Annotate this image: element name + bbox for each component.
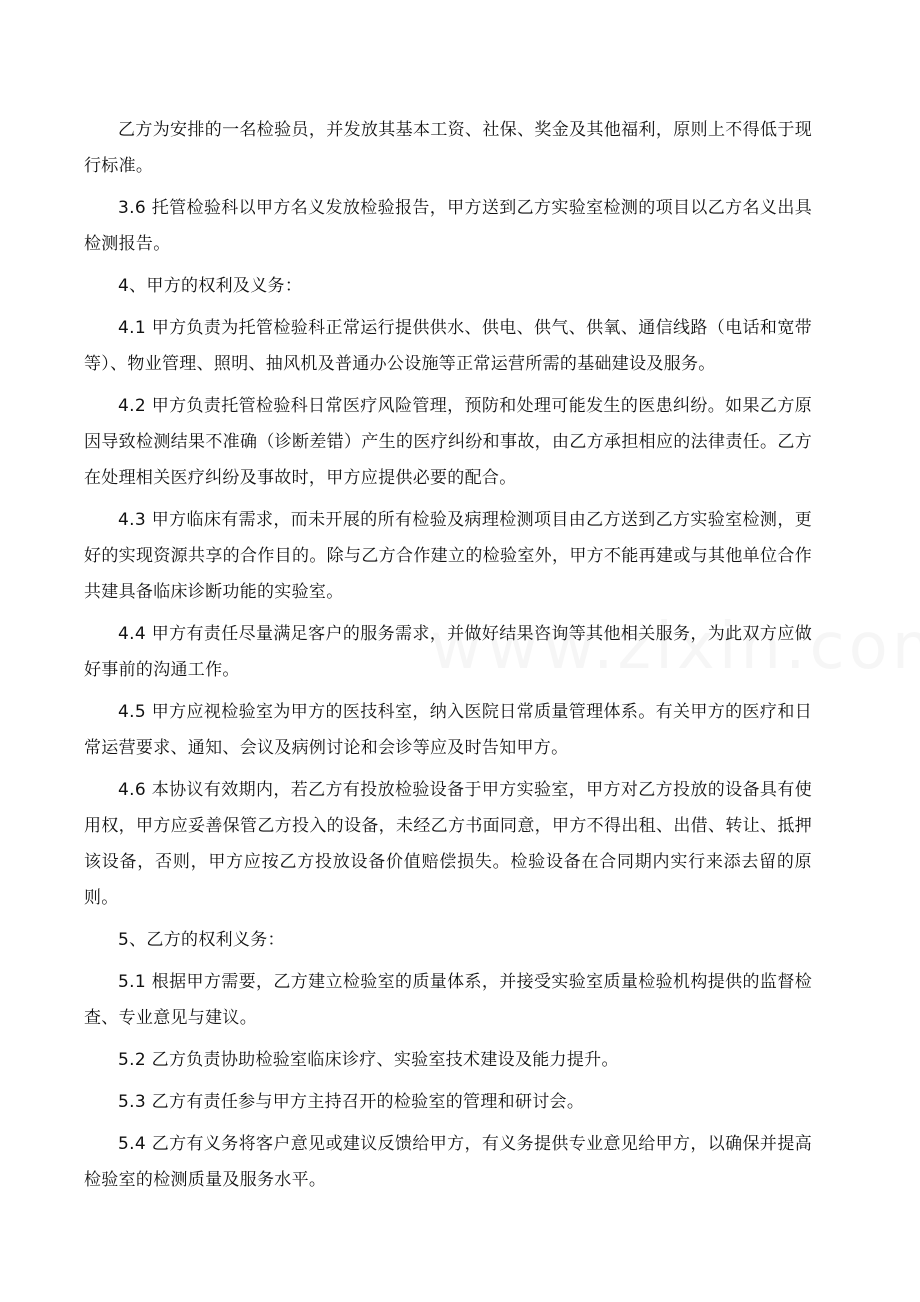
paragraph-4-4: 4.4 甲方有责任尽量满足客户的服务需求，并做好结果咨询等其他相关服务，为此双方应做好事前的沟通工作。 bbox=[84, 624, 812, 680]
section-heading-5: 5、乙方的权利义务： bbox=[118, 930, 285, 950]
paragraph-4-3: 4.3 甲方临床有需求，而未开展的所有检验及病理检测项目由乙方送到乙方实验室检测，更好的实现资源共享的合作目的。除与乙方合作建立的检验室外，甲方不能再建或与其他单位合作共建具备临床诊断功能的实验室。 bbox=[84, 510, 812, 602]
paragraph-5-2: 5.2 乙方负责协助检验室临床诊疗、实验室技术建设及能力提升。 bbox=[118, 1050, 619, 1070]
paragraph-4-6: 4.6 本协议有效期内，若乙方有投放检验设备于甲方实验室，甲方对乙方投放的设备具有使用权，甲方应妥善保管乙方投入的设备，未经乙方书面同意，甲方不得出租、出借、转让、抵押该设备，否则，甲方应按乙方投放设备价值赔偿损失。检验设备在合同期内实行来添去留的原则。 bbox=[84, 780, 812, 908]
paragraph-5-1: 5.1 根据甲方需要，乙方建立检验室的质量体系，并接受实验室质量检验机构提供的监督检查、专业意见与建议。 bbox=[84, 972, 812, 1028]
paragraph-4-5: 4.5 甲方应视检验室为甲方的医技科室，纳入医院日常质量管理体系。有关甲方的医疗和日常运营要求、通知、会议及病例讨论和会诊等应及时告知甲方。 bbox=[84, 702, 812, 758]
paragraph-5-4: 5.4 乙方有义务将客户意见或建议反馈给甲方，有义务提供专业意见给甲方，以确保并提高检验室的检测质量及服务水平。 bbox=[84, 1134, 812, 1190]
section-heading-4: 4、甲方的权利及义务： bbox=[118, 276, 303, 296]
paragraph-4-1: 4.1 甲方负责为托管检验科正常运行提供供水、供电、供气、供氧、通信线路（电话和宽带等）、物业管理、照明、抽风机及普通办公设施等正常运营所需的基础建设及服务。 bbox=[84, 318, 812, 374]
document-body bbox=[84, 112, 812, 1204]
paragraph-4-2: 4.2 甲方负责托管检验科日常医疗风险管理，预防和处理可能发生的医患纠纷。如果乙方原因导致检测结果不准确（诊断差错）产生的医疗纠纷和事故，由乙方承担相应的法律责任。乙方在处理相关医疗纠纷及事故时，甲方应提供必要的配合。 bbox=[84, 396, 812, 488]
paragraph-3-6: 3.6 托管检验科以甲方名义发放检验报告，甲方送到乙方实验室检测的项目以乙方名义出具检测报告。 bbox=[84, 198, 812, 254]
paragraph-staff-salary: 乙方为安排的一名检验员，并发放其基本工资、社保、奖金及其他福利，原则上不得低于现行标准。 bbox=[84, 120, 812, 176]
paragraph-5-3: 5.3 乙方有责任参与甲方主持召开的检验室的管理和研讨会。 bbox=[118, 1092, 585, 1112]
